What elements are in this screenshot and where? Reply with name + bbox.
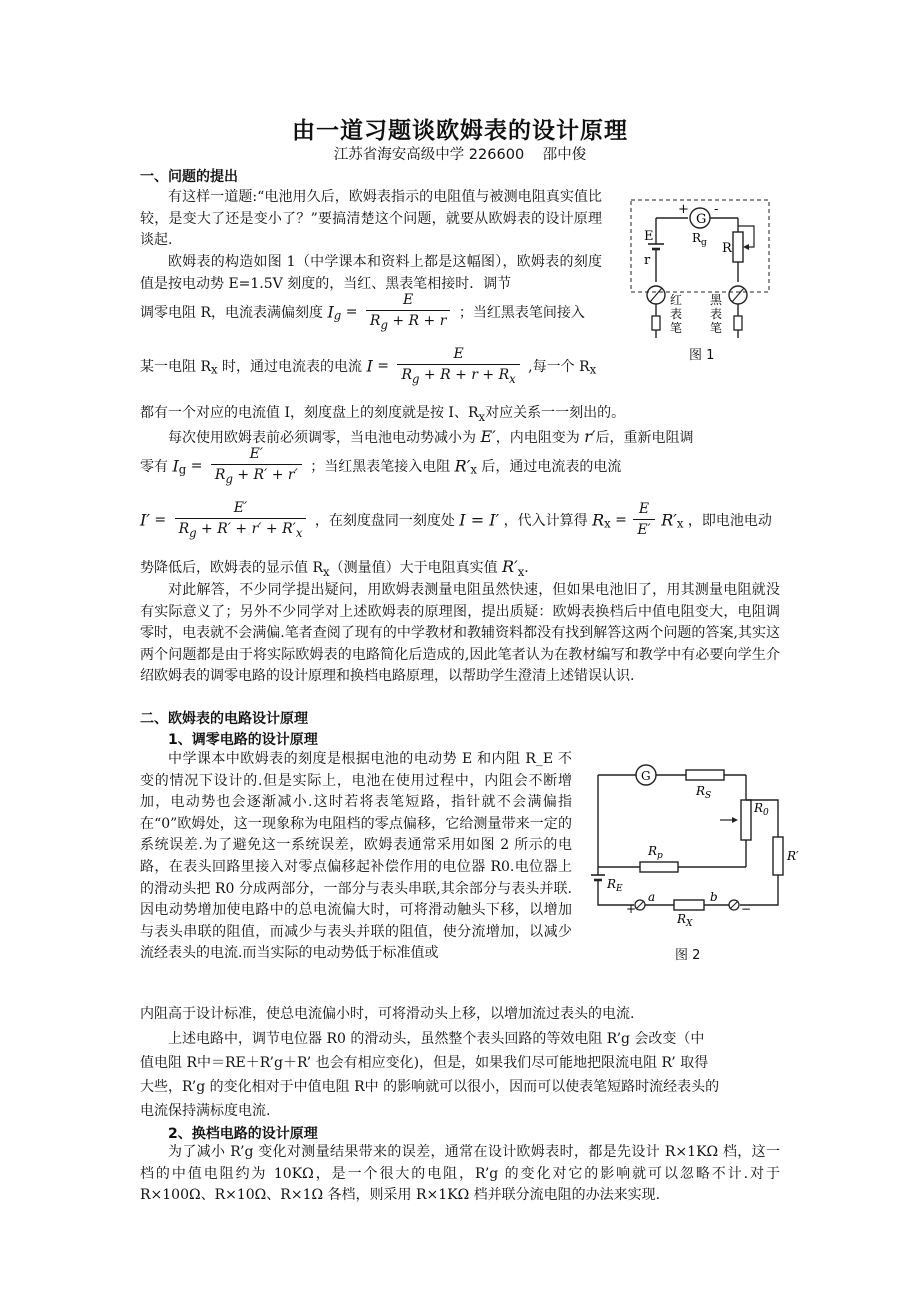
black-probe-label: 笔 [710,321,723,335]
terminal-b-label: b [710,890,718,904]
rheostat-slider-icon [738,226,754,247]
page-title: 由一道习题谈欧姆表的设计原理 [292,118,628,144]
galvanometer-label: G [696,212,707,227]
paragraph-5: 中学课本中欧姆表的刻度是根据电池的电动势 E 和内阻 R_E 不变的情况下设计的.但是实际上，电池在使用过程中，内阻会不断增加，电动势也会逐渐减小.这时若将表笔短路，指针就不会满偏指在“0”欧姆处，这一现象称为电阻档的零点偏移，它给测量带来一定的系统误差.为了避免这一系统误差，欧姆表通常采用如图 2 所示的电路，在表头回路里接入对零点偏移起补偿作用的电位器 R0.电位器上的滑动头把 R0 分成两部分，一部分与表头串联,其余部分与表头并联.因电动势增加使电路中的总电流偏大时，可将滑动触头下移，以增加与表头串联的阻值，而减少与表头并联的阻值，使分流增加，以减少流经表头的电流.而当实际的电动势低于标准值或 [140,751,572,962]
terminal-slash [730,901,738,909]
rs-resistor-icon [686,770,724,780]
formula-rx: $\frac{E}{E'}$ [633,501,654,538]
r0-potentiometer-icon [741,800,751,840]
figure-1-caption: 图 1 [689,348,715,363]
red-probe-icon [652,316,660,330]
paragraph-1: 有这样一道题:“电池用久后，欧姆表指示的电阻值与被测电阻真实值比较，是变大了还是变小了？”要搞清楚这个问题，就要从欧姆表的设计原理谈起. [140,189,602,249]
paragraph-2-end: 都有一个对应的电流值 I，刻度盘上的刻度就是按 I、$R_x$对应关系一一刻出的。 [140,405,626,424]
figure-2-circuit [588,755,803,927]
author-school: 江苏省海安高级中学 226600 [333,147,525,163]
section2-heading: 二、欧姆表的电路设计原理 [140,711,308,727]
formula-ig: $\frac{E}{R_g + R + r}$ [366,292,451,332]
figure-2-caption: 图 2 [675,948,701,963]
subsection-1-heading: 1、调零电路的设计原理 [168,732,318,748]
rheostat-icon [733,232,743,262]
minus-sign: − [741,902,752,916]
paragraph-6-line-3: 大些，R’g 的变化相对于中值电阻 R中 的影响就可以很小，因而可以使表笔短路时流经表头的 [140,1079,720,1095]
minus-sign: - [714,202,719,217]
plus-sign: + [678,202,689,217]
paragraph-3-line-3: I′ = $\frac{E'}{R_g + R' + r' + R'_x}$ ，在刻度盘同一刻度处 I = I′ ，代入计算得 $R_x$ = $\frac{E}{E'}$ $R'_x$ ，即电池电动 [140,500,772,540]
rx-label: $R_X$ [677,912,693,927]
paragraph-6-line-4: 电流保持满标度电流. [140,1103,271,1119]
rprime-label: R′ [787,849,799,863]
figure-1-circuit [626,192,776,364]
arrow-icon [743,244,749,250]
paragraph-3-line-2: 零有 $I_g$ = $\frac{E'}{R_g + R' + r'}$ ；当红黑表笔接入电阻 $R'_x$ 后，通过电流表的电流 [140,446,622,486]
formula-ig-prime: $\frac{E'}{R_g + R' + r'}$ [211,446,302,486]
wire [740,875,778,905]
formula-i-prime: $\frac{E'}{R_g + R' + r' + R'_x}$ [175,500,307,540]
red-probe-label: 表 [670,307,683,321]
plus-sign: + [626,902,637,916]
rs-label: $R_S$ [696,784,712,801]
rprime-resistor-icon [773,837,783,875]
re-label: $R_E$ [607,877,623,894]
paragraph-6-line-1: 上述电路中，调节电位器 R0 的滑动头，虽然整个表头回路的等效电阻 R’g 会改变（中 [168,1031,705,1047]
paragraph-2-formula-line-2: 某一电阻 $R_x$ 时，通过电流表的电流 I = $\frac{E}{R_g + R + r + R_x}$ ,每一个 $R_x$ [140,346,597,386]
black-probe-label: 黑 [710,293,723,307]
paragraph-7: 为了减小 R’g 变化对测量结果带来的误差，通常在设计欧姆表时，都是先设计 R×1KΩ 档，这一档的中值电阻约为 10KΩ，是一个很大的电阻，R’g 的变化对它的影响就可以忽略不计.对于 R×100Ω、R×10Ω、R×1Ω 各档，则采用 R×1KΩ 档并联分流电阻的办法来实现. [140,1144,780,1204]
terminal-slash [636,901,644,909]
rg-label: $R_g$ [692,231,707,248]
black-probe-icon [734,316,742,330]
paragraph-2: 欧姆表的构造如图 1（中学课本和资料上都是这幅图），欧姆表的刻度值是按电动势 E=1.5V 刻度的，当红、黑表笔相接时．调节 [140,254,602,292]
paragraph-3-line-1: 每次使用欧姆表前必须调零，当电池电动势减小为 E′，内电阻变为 r′后，重新电阻调 [168,427,694,446]
formula-i: $\frac{E}{R_g + R + r + R_x}$ [397,346,519,386]
paragraph-5-end: 内阻高于设计标准，使总电流偏小时，可将滑动头上移，以增加流过表头的电流. [140,1006,635,1022]
red-probe-label: 红 [670,293,683,307]
section1-heading: 一、问题的提出 [140,169,238,185]
black-probe-label: 表 [710,307,723,321]
rp-label: $R_p$ [648,844,663,861]
author-line [0,143,920,164]
subsection-2-heading: 2、换档电路的设计原理 [168,1126,318,1142]
author-name: 邵中俊 [542,147,587,163]
paragraph-6-line-2: 值电阻 R中＝RE＋R’g＋R’ 也会有相应变化)，但是，如果我们尽可能地把限流电阻 R’ 取得 [140,1055,709,1071]
internal-r-label: r [644,253,651,268]
emf-label: E [644,229,654,244]
rp-resistor-icon [640,862,678,872]
paragraph-2-formula-line: 调零电阻 R，电流表满偏刻度 $I_g$ = $\frac{E}{R_g + R + r}$ ；当红黑表笔间接入 [140,292,585,332]
r0-label: $R_0$ [754,801,769,818]
galvanometer-label: G [641,769,651,783]
socket-slash [732,288,744,302]
rx-resistor-icon [674,900,704,910]
red-probe-label: 笔 [670,321,683,335]
paragraph-4: 对此解答，不少同学提出疑问，用欧姆表测量电阻虽然快速，但如果电池旧了，用其测量电阻就没有实际意义了；另外不少同学对上述欧姆表的原理图，提出质疑：欧姆表换档后中值电阻变大，电阻调零时，电表就不会满偏.笔者查阅了现有的中学教材和教辅资料都没有找到解答这两个问题的答案,其实这两个问题都是由于将实际欧姆表的电路简化后造成的,因此笔者认为在教材编写和教学中有必要向学生介绍欧姆表的调零电路的设计原理和换档电路原理，以帮助学生澄清上述错误认识. [140,582,780,685]
socket-slash [650,288,662,302]
rheostat-label: R [722,241,732,256]
paragraph-3-line-4: 势降低后，欧姆表的显示值 $R_x$（测量值）大于电阻真实值 $R'_x$. [140,557,529,579]
terminal-a-label: a [648,890,656,904]
